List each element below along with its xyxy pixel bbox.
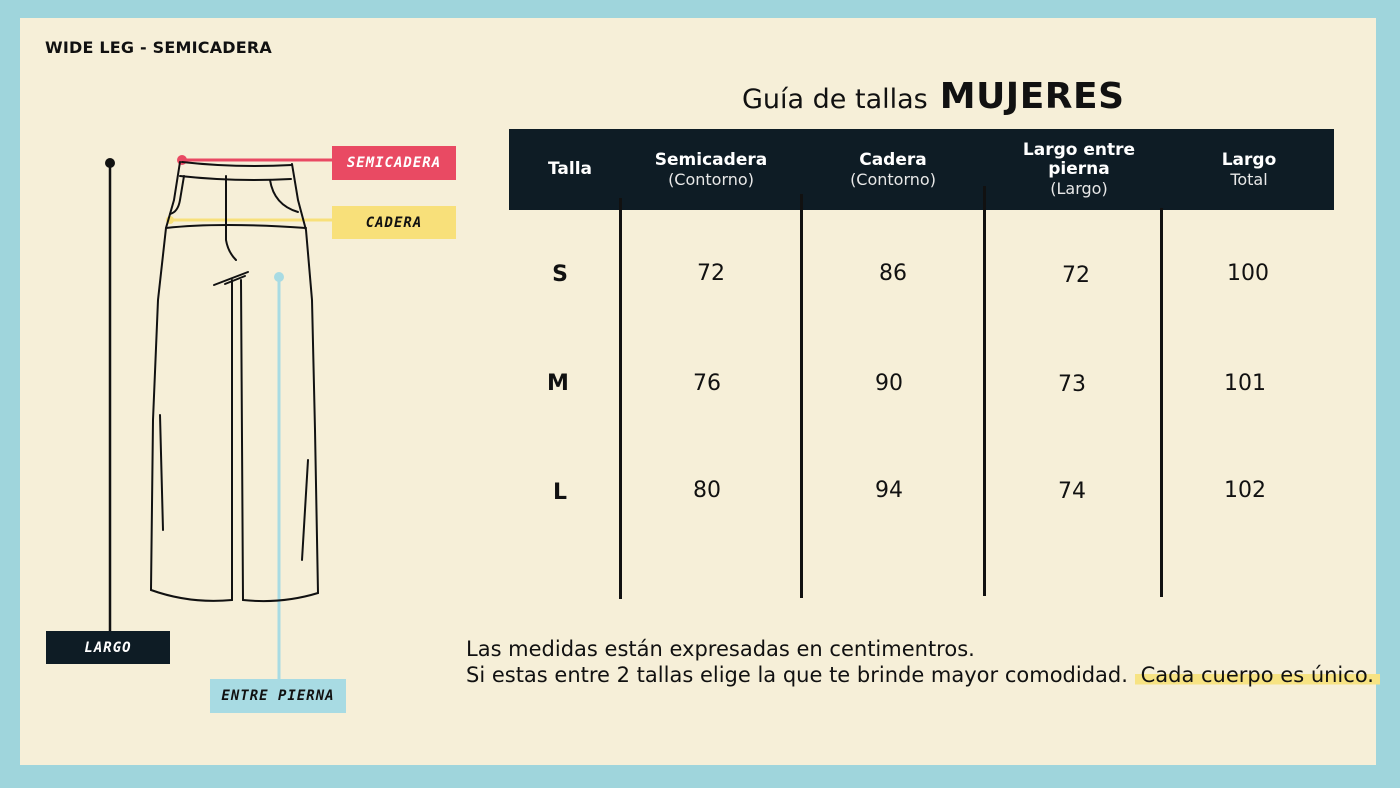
note-highlight: Cada cuerpo es único. — [1135, 663, 1380, 687]
row-m-cadera: 90 — [875, 371, 903, 396]
row-s-cadera: 86 — [879, 261, 907, 286]
row-s-semicadera: 72 — [697, 261, 725, 286]
largo-label-text: LARGO — [84, 639, 132, 656]
row-l-cadera: 94 — [875, 478, 903, 503]
cadera-label — [332, 206, 456, 239]
semicadera-label — [332, 146, 456, 180]
semicadera-measure-dot — [177, 155, 187, 165]
row-m-size: M — [547, 371, 569, 396]
guide-title-prefix: Guía de tallas — [742, 84, 928, 115]
size-table-header — [509, 129, 1334, 210]
row-s-largo-entre-pierna: 72 — [1062, 263, 1090, 288]
header-largo-total — [1184, 129, 1314, 210]
guide-title-emphasis: MUJERES — [939, 76, 1125, 117]
entre-pierna-measure-dot — [274, 272, 284, 282]
row-m-largo-entre-pierna: 73 — [1058, 372, 1086, 397]
note-size-advice-text: Si estas entre 2 tallas elige la que te brinde mayor comodidad. — [466, 663, 1128, 687]
header-largo-entre-pierna-main: Largo entre pierna — [1022, 140, 1136, 179]
semicadera-label-text: SEMICADERA — [346, 155, 442, 171]
entre-pierna-label — [210, 679, 346, 713]
wide-leg-pants-icon — [0, 0, 480, 740]
cadera-label-text: CADERA — [365, 214, 423, 231]
pants-outline — [151, 162, 318, 601]
header-cadera-main: Cadera — [859, 149, 927, 170]
product-style-label: WIDE LEG - SEMICADERA — [45, 38, 272, 57]
column-divider — [619, 198, 622, 599]
header-largo-total-main: Largo — [1221, 149, 1277, 170]
row-l-size: L — [552, 480, 568, 505]
header-semicadera-sub: (Contorno) — [668, 169, 754, 189]
header-talla — [509, 129, 631, 210]
header-semicadera-main: Semicadera — [654, 149, 768, 170]
column-divider — [1160, 208, 1163, 597]
column-divider — [983, 186, 986, 596]
row-s-size: S — [552, 262, 568, 287]
row-m-largo-total: 101 — [1224, 371, 1266, 396]
header-cadera — [803, 129, 983, 210]
largo-label — [46, 631, 170, 664]
header-talla-main: Talla — [547, 159, 592, 179]
row-m-semicadera: 76 — [693, 371, 721, 396]
header-semicadera — [621, 129, 801, 210]
row-l-largo-entre-pierna: 74 — [1058, 479, 1086, 504]
guide-title — [742, 76, 1125, 117]
header-cadera-sub: (Contorno) — [850, 169, 936, 189]
row-l-semicadera: 80 — [693, 478, 721, 503]
note-units: Las medidas están expresadas en centimentros. — [466, 637, 975, 661]
entre-pierna-label-text: ENTRE PIERNA — [221, 688, 335, 704]
note-size-advice — [466, 663, 1380, 687]
header-largo-entre-pierna-sub: (Largo) — [1050, 179, 1108, 198]
row-l-largo-total: 102 — [1224, 478, 1266, 503]
largo-measure-dot — [105, 158, 115, 168]
header-largo-total-sub: Total — [1230, 169, 1268, 189]
header-largo-entre-pierna — [1004, 129, 1154, 210]
column-divider — [800, 194, 803, 598]
row-s-largo-total: 100 — [1227, 261, 1269, 286]
